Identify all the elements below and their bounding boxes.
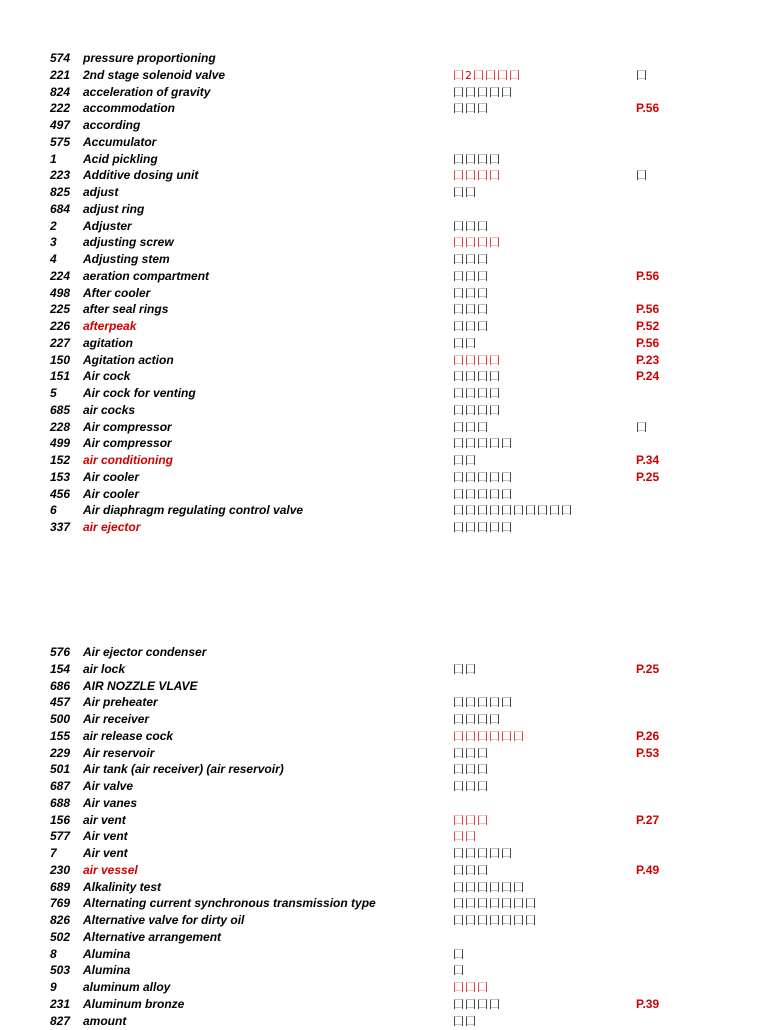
- entry-translation: 囗囗囗囗: [453, 997, 501, 1011]
- entry-marker: 囗: [636, 68, 647, 82]
- entry-term: Alternative arrangement: [83, 929, 222, 944]
- entry-number: 574: [50, 51, 71, 65]
- entry-number: 501: [50, 762, 71, 777]
- entry-term: adjusting screw: [83, 235, 174, 250]
- entry-translation: 囗囗: [453, 186, 477, 199]
- entry-term: Alumina: [83, 963, 131, 978]
- entry-term: accommodation: [83, 101, 176, 116]
- entry-number: 231: [50, 996, 71, 1011]
- entry-term: air lock: [83, 661, 126, 676]
- entry-page-ref: P.56: [636, 101, 660, 116]
- entry-page-ref: P.39: [636, 996, 660, 1011]
- glossary-row: [0, 184, 768, 201]
- entry-translation: 囗囗囗: [453, 102, 489, 116]
- glossary-row: [0, 519, 768, 536]
- entry-term: Air vent: [83, 846, 128, 860]
- entry-translation: 囗囗囗囗囗: [453, 437, 513, 451]
- entry-translation: 囗2囗囗囗囗: [453, 68, 521, 82]
- entry-translation: 囗囗囗囗: [453, 713, 501, 726]
- entry-translation: 囗囗囗囗: [453, 370, 501, 384]
- glossary-row: [0, 502, 768, 519]
- glossary-row: [0, 452, 768, 469]
- entry-number: 225: [50, 302, 71, 317]
- glossary-row: [0, 268, 768, 285]
- entry-number: 502: [50, 929, 71, 944]
- entry-translation: 囗: [453, 947, 465, 961]
- entry-translation: 囗囗囗囗囗囗囗: [453, 914, 537, 927]
- glossary-row: [0, 895, 768, 912]
- entry-term: Air receiver: [83, 712, 150, 726]
- entry-number: 686: [50, 678, 71, 693]
- entry-term: Accumulator: [83, 134, 157, 149]
- entry-term: Air vanes: [83, 795, 138, 810]
- entry-translation: 囗: [453, 964, 465, 978]
- entry-translation: 囗囗: [453, 830, 477, 844]
- glossary-row: [0, 778, 768, 795]
- entry-term: Air cock for venting: [83, 386, 196, 400]
- entry-translation: 囗囗囗: [453, 269, 489, 283]
- entry-number: 575: [50, 134, 71, 149]
- entry-translation: 囗囗囗: [453, 763, 489, 777]
- entry-term: Adjuster: [83, 218, 132, 233]
- entry-number: 577: [50, 829, 71, 844]
- entry-number: 827: [50, 1013, 71, 1028]
- glossary-row: [0, 469, 768, 486]
- entry-number: 685: [50, 402, 71, 417]
- entry-translation: 囗囗囗囗囗: [453, 470, 513, 484]
- entry-translation: 囗囗囗囗: [453, 169, 501, 183]
- entry-translation: 囗囗囗囗: [453, 387, 501, 400]
- entry-term: Air reservoir: [83, 745, 155, 760]
- entry-term: Air compressor: [83, 419, 172, 434]
- entry-term: Alkalinity test: [83, 879, 162, 894]
- entry-term: Air cock: [83, 369, 131, 384]
- entry-number: 224: [50, 268, 71, 283]
- entry-number: 6: [50, 503, 57, 518]
- entry-translation: 囗囗囗: [453, 219, 489, 233]
- entry-page-ref: P.24: [636, 369, 660, 384]
- glossary-row: [0, 435, 768, 452]
- entry-term: air cocks: [83, 402, 136, 417]
- entry-number: 223: [50, 168, 71, 183]
- entry-translation: 囗囗囗囗囗: [453, 487, 513, 501]
- entry-page-ref: P.27: [636, 812, 660, 827]
- entry-page-ref: P.26: [636, 728, 660, 743]
- entry-number: 150: [50, 352, 71, 367]
- glossary-row: [0, 419, 768, 436]
- glossary-row: [0, 962, 768, 979]
- glossary-row: [0, 402, 768, 419]
- glossary-row: [0, 134, 768, 151]
- entry-page-ref: P.56: [636, 268, 660, 283]
- entry-number: 156: [50, 812, 71, 827]
- glossary-row: [0, 100, 768, 117]
- entry-term: adjust ring: [83, 201, 145, 216]
- entry-number: 5: [50, 386, 57, 400]
- entry-term: Alumina: [83, 946, 131, 961]
- entry-translation: 囗囗囗: [453, 863, 489, 877]
- entry-translation: 囗囗囗囗: [453, 236, 501, 250]
- entry-term: Agitation action: [83, 352, 174, 367]
- entry-number: 3: [50, 235, 57, 250]
- entry-number: 7: [50, 846, 57, 860]
- entry-number: 153: [50, 469, 71, 484]
- glossary-row: [0, 862, 768, 879]
- glossary-row: [0, 67, 768, 84]
- entry-number: 1: [50, 151, 57, 166]
- entry-translation: 囗囗囗: [453, 780, 489, 793]
- entry-term: aluminum alloy: [83, 980, 171, 994]
- entry-number: 2: [50, 218, 57, 233]
- entry-translation: 囗囗囗: [453, 981, 489, 994]
- entry-number: 498: [50, 285, 71, 300]
- entry-term: acceleration of gravity: [83, 84, 211, 99]
- glossary-row: [0, 828, 768, 845]
- glossary-row: [0, 795, 768, 812]
- entry-translation: 囗囗囗囗: [453, 152, 501, 166]
- glossary-row: [0, 318, 768, 335]
- glossary-row: [0, 1013, 768, 1030]
- entry-translation: 囗囗囗: [453, 303, 489, 317]
- entry-term: Aluminum bronze: [83, 996, 185, 1011]
- entry-number: 228: [50, 419, 71, 434]
- entry-term: AIR NOZZLE VLAVE: [83, 678, 198, 693]
- glossary-row: [0, 912, 768, 929]
- glossary-row: [0, 486, 768, 503]
- entry-page-ref: P.23: [636, 352, 660, 367]
- entry-marker: 囗: [636, 169, 647, 183]
- entry-term: air ejector: [83, 520, 141, 534]
- glossary-row: [0, 385, 768, 402]
- glossary-row: [0, 234, 768, 251]
- entry-number: 155: [50, 728, 71, 743]
- glossary-row: [0, 946, 768, 963]
- entry-number: 229: [50, 745, 71, 760]
- glossary-row: [0, 761, 768, 778]
- entry-term: agitation: [83, 335, 133, 350]
- entry-number: 689: [50, 879, 71, 894]
- glossary-row: [0, 50, 768, 67]
- entry-term: Air ejector condenser: [83, 645, 207, 659]
- entry-number: 151: [50, 369, 71, 384]
- entry-number: 825: [50, 185, 71, 199]
- glossary-row: [0, 84, 768, 101]
- entry-translation: 囗囗囗: [453, 813, 489, 827]
- entry-term: Air compressor: [83, 436, 172, 451]
- entry-term: Air tank (air receiver) (air reservoir): [83, 762, 284, 777]
- entry-translation: 囗囗: [453, 1014, 477, 1028]
- entry-term: Air vent: [83, 829, 128, 844]
- entry-number: 503: [50, 963, 71, 978]
- entry-term: air conditioning: [83, 453, 173, 467]
- entry-number: 684: [50, 201, 71, 216]
- entry-translation: 囗囗囗囗囗囗: [453, 880, 525, 894]
- entry-term: Air preheater: [83, 695, 158, 710]
- entry-page-ref: P.25: [636, 661, 660, 676]
- entry-translation: 囗囗囗囗: [453, 353, 501, 367]
- entry-number: 230: [50, 862, 71, 877]
- entry-number: 497: [50, 118, 71, 132]
- entry-translation: 囗囗: [453, 336, 477, 350]
- entry-term: air vent: [83, 812, 126, 827]
- glossary-row: [0, 694, 768, 711]
- entry-term: air vessel: [83, 862, 138, 877]
- entry-term: aeration compartment: [83, 268, 210, 283]
- entry-term: Air cooler: [83, 469, 140, 484]
- entry-page-ref: P.25: [636, 469, 660, 484]
- entry-term: Adjusting stem: [83, 252, 170, 266]
- entry-number: 154: [50, 661, 71, 676]
- entry-translation: 囗囗囗囗囗: [453, 521, 513, 534]
- entry-marker: 囗: [636, 420, 647, 434]
- glossary-row: [0, 301, 768, 318]
- entry-translation: 囗囗囗囗囗: [453, 85, 513, 99]
- entry-page-ref: P.49: [636, 862, 660, 877]
- glossary-row: [0, 996, 768, 1013]
- entry-number: 456: [50, 486, 71, 501]
- entry-number: 4: [50, 252, 57, 266]
- entry-page-ref: P.53: [636, 745, 660, 760]
- glossary-row: [0, 728, 768, 745]
- entry-translation: 囗囗囗: [453, 253, 489, 266]
- glossary-row: [0, 644, 768, 661]
- entry-number: 769: [50, 896, 71, 911]
- glossary-row: [0, 251, 768, 268]
- glossary-row: [0, 661, 768, 678]
- entry-number: 824: [50, 84, 71, 99]
- entry-number: 222: [50, 101, 71, 116]
- entry-term: Air diaphragm regulating control valve: [83, 503, 304, 518]
- entry-term: Additive dosing unit: [83, 168, 199, 183]
- entry-number: 8: [50, 946, 57, 961]
- entry-page-ref: P.52: [636, 319, 660, 333]
- glossary-row: [0, 812, 768, 829]
- entry-translation: 囗囗: [453, 454, 477, 467]
- entry-number: 9: [50, 980, 57, 994]
- entry-term: 2nd stage solenoid valve: [83, 67, 226, 82]
- entry-translation: 囗囗囗囗: [453, 403, 501, 417]
- glossary-row: [0, 201, 768, 218]
- entry-number: 687: [50, 779, 71, 793]
- entry-term: Alternating current synchronous transmission type: [83, 896, 376, 911]
- entry-page-ref: P.56: [636, 335, 660, 350]
- entry-translation: 囗囗囗囗囗囗囗: [453, 897, 537, 911]
- entry-translation: 囗囗囗囗囗: [453, 696, 513, 710]
- glossary-row: [0, 335, 768, 352]
- entry-page-ref: P.56: [636, 302, 660, 317]
- glossary-row: [0, 117, 768, 134]
- glossary-row: [0, 218, 768, 235]
- entry-translation: 囗囗囗囗囗囗: [453, 729, 525, 743]
- entry-term: Acid pickling: [83, 151, 158, 166]
- glossary-row: [0, 285, 768, 302]
- entry-term: amount: [83, 1013, 127, 1028]
- entry-number: 688: [50, 795, 71, 810]
- glossary-row: [0, 711, 768, 728]
- glossary-row: [0, 879, 768, 896]
- entry-translation: 囗囗囗囗囗囗囗囗囗囗: [453, 504, 573, 518]
- entry-number: 226: [50, 319, 71, 333]
- entry-number: 337: [50, 520, 71, 534]
- entry-page-ref: P.34: [636, 453, 660, 467]
- glossary-row: [0, 151, 768, 168]
- entry-translation: 囗囗囗: [453, 420, 489, 434]
- entry-number: 499: [50, 436, 71, 451]
- entry-translation: 囗囗囗: [453, 746, 489, 760]
- glossary-row: [0, 368, 768, 385]
- entry-term: Air valve: [83, 779, 134, 793]
- entry-term: pressure proportioning: [83, 51, 216, 65]
- glossary-row: [0, 745, 768, 762]
- glossary-row: [0, 929, 768, 946]
- entry-number: 152: [50, 453, 71, 467]
- entry-term: adjust: [83, 185, 119, 199]
- entry-number: 227: [50, 335, 71, 350]
- entry-number: 826: [50, 913, 71, 927]
- entry-term: Alternative valve for dirty oil: [83, 913, 245, 927]
- glossary-row: [0, 678, 768, 695]
- entry-term: Air cooler: [83, 486, 140, 501]
- entry-term: After cooler: [83, 285, 151, 300]
- entry-term: afterpeak: [83, 319, 137, 333]
- entry-number: 457: [50, 695, 71, 710]
- entry-number: 576: [50, 645, 71, 659]
- entry-number: 221: [50, 67, 71, 82]
- entry-translation: 囗囗囗: [453, 286, 489, 300]
- entry-number: 500: [50, 712, 71, 726]
- entry-translation: 囗囗囗: [453, 320, 489, 333]
- entry-translation: 囗囗: [453, 662, 477, 676]
- entry-term: air release cock: [83, 728, 174, 743]
- glossary-row: [0, 979, 768, 996]
- entry-translation: 囗囗囗囗囗: [453, 847, 513, 860]
- glossary-row: [0, 167, 768, 184]
- entry-term: according: [83, 118, 141, 132]
- glossary-row: [0, 845, 768, 862]
- entry-term: after seal rings: [83, 302, 169, 317]
- glossary-row: [0, 352, 768, 369]
